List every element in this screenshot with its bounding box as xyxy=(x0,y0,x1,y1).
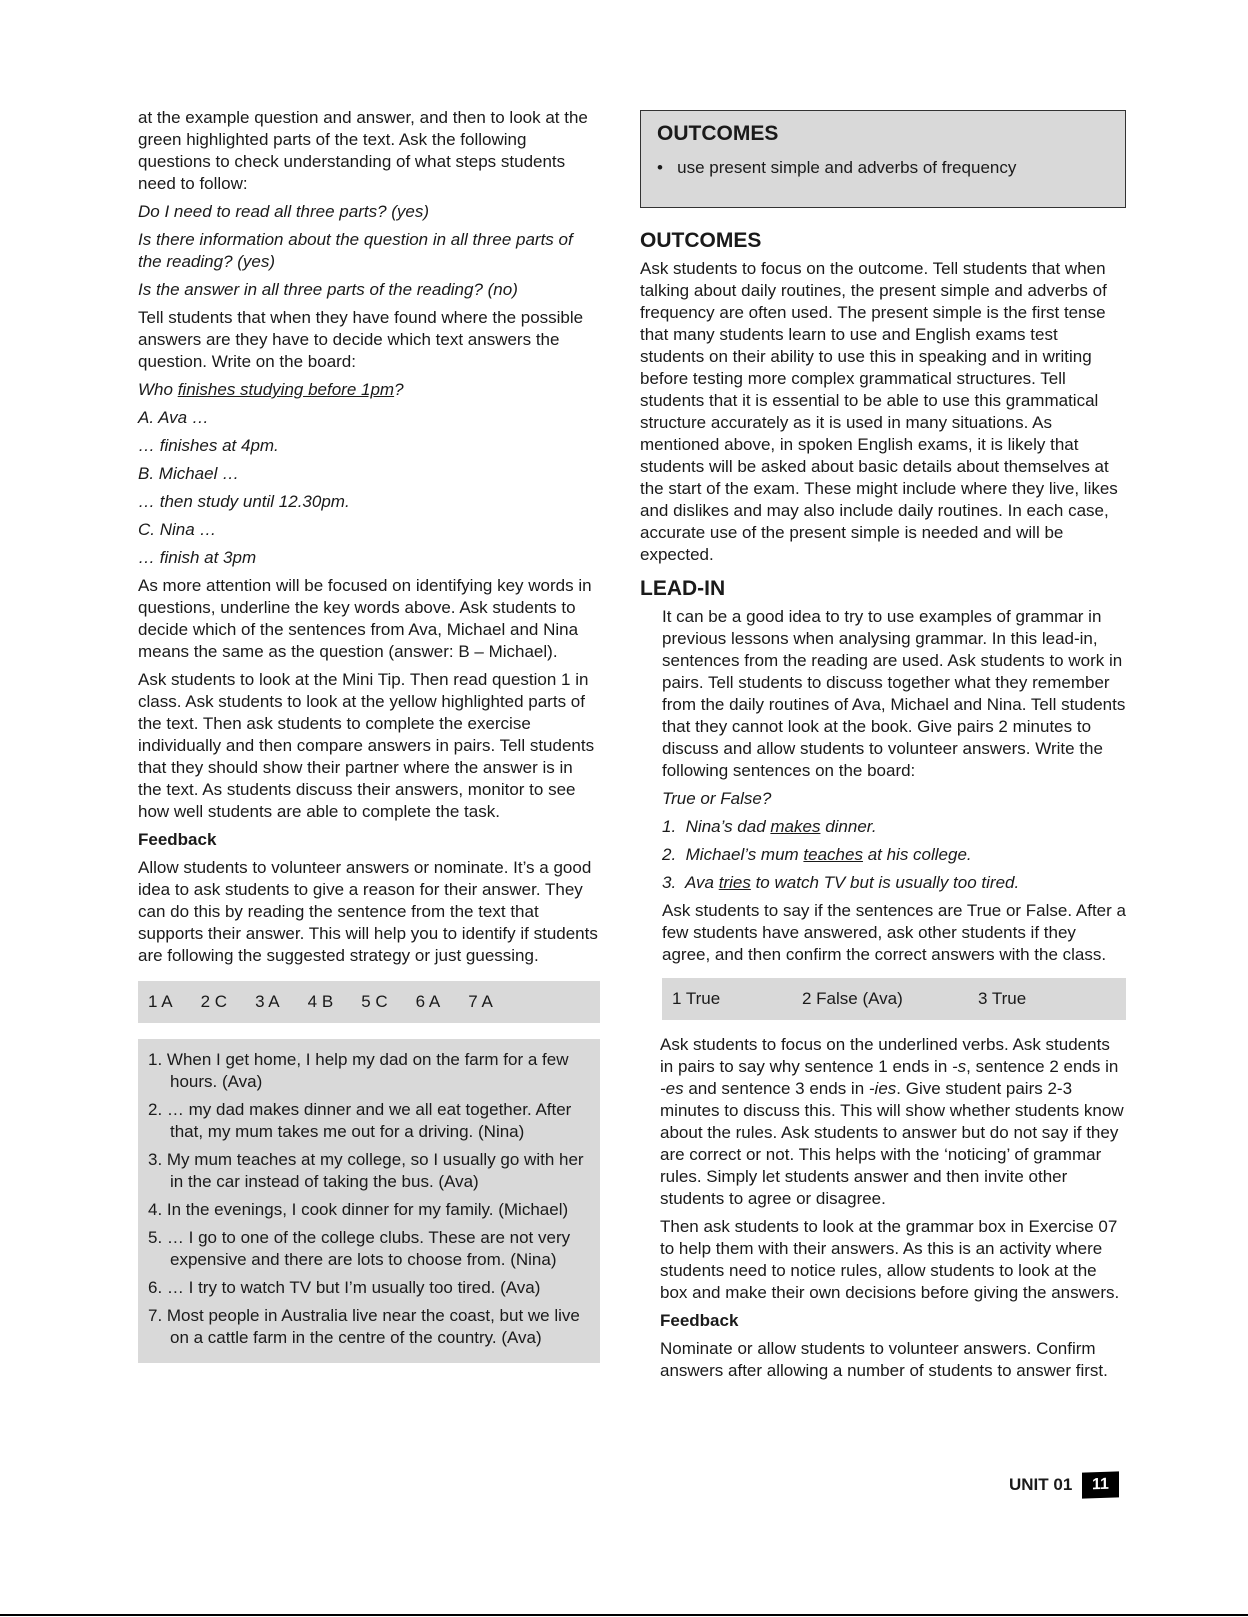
board-question xyxy=(138,379,600,401)
text: to watch TV but is usually too tired. xyxy=(750,873,1020,892)
answer: 2 C xyxy=(200,992,228,1011)
num: 3. xyxy=(662,873,677,892)
board-line: A. Ava … xyxy=(138,408,209,427)
text: Michael’s mum xyxy=(685,845,804,864)
paragraph: Ask students to focus on the outcome. Tell students that when talking about daily routines, the present simple and adverbs of frequency are often used. The present simple is the first tense that many students learn to use and English exams test students on their ability to use this in speaking and in writing before testing more complex grammatical structures. Tell students that it is essential to be able to use this grammatical structure accurately as it is used in many situations. As mentioned above, in spoken English exams, it is likely that students will be asked about basic details about themselves at the start of the exam. These might include where they live, likes and dislikes and may also include daily routines. In each case, accurate use of the present simple is needed and will be expected. xyxy=(640,259,1118,564)
quote-item: 1. When I get home, I help my dad on the farm for a few hours. (Ava) xyxy=(148,1050,569,1091)
underlined-verb: makes xyxy=(770,817,821,836)
text: dinner. xyxy=(820,817,877,836)
check-question: Is there information about the question in all three parts of the reading? (yes) xyxy=(138,230,573,271)
paragraph: Nominate or allow students to volunteer answers. Confirm answers after allowing a number of students to answer first. xyxy=(660,1339,1108,1380)
unit-label: UNIT 01 xyxy=(1009,1475,1073,1494)
underlined-text: finishes studying before 1pm xyxy=(177,380,395,399)
paragraph: Then ask students to look at the grammar box in Exercise 07 to help them with their answers. As this is an activity where students need to notice rules, allow students to look at the box and make their own decisions before giving the answers. xyxy=(660,1217,1120,1302)
text: and sentence 3 ends in xyxy=(683,1079,869,1098)
answer: 3 A xyxy=(255,992,280,1011)
quote-item: 3. My mum teaches at my college, so I usually go with her in the car instead of taking the bus. (Ava) xyxy=(148,1150,584,1191)
sentence xyxy=(662,844,1126,866)
feedback-heading: Feedback xyxy=(138,830,217,849)
result: 1 True xyxy=(672,989,721,1008)
text: Ask students to focus on the underlined verbs. Ask students in pairs to say why sentence 1 ends in xyxy=(660,1035,1110,1076)
text: Who xyxy=(138,380,178,399)
answer: 7 A xyxy=(468,992,493,1011)
underlined-verb: teaches xyxy=(803,845,863,864)
outcome-item: • use present simple and adverbs of frequency xyxy=(657,158,1017,177)
answer: 1 A xyxy=(148,992,173,1011)
answer: 6 A xyxy=(415,992,441,1011)
answer-key-box xyxy=(138,981,600,1023)
answer: 4 B xyxy=(307,992,334,1011)
results-box xyxy=(662,978,1126,1020)
outcomes-box-title: OUTCOMES xyxy=(657,122,779,145)
paragraph: As more attention will be focused on identifying key words in questions, underline the key words above. Ask students to decide which of the sentences from Ava, Michael and Nina means the same as the question (answer: B – Michael). xyxy=(138,576,592,661)
suffix: -es xyxy=(660,1079,684,1098)
text: Nina’s dad xyxy=(685,817,771,836)
board-line: … finishes at 4pm. xyxy=(138,436,279,455)
outcomes-heading: OUTCOMES xyxy=(640,229,762,252)
paragraph xyxy=(660,1034,1126,1210)
text: . Give student pairs 2-3 minutes to discuss this. This will show whether students know about the rules. Ask students to answer but do not say if they are correct or not. This helps with the ‘noticing’ of grammar rules. Simply let students answer and then invite other students to agree or disagree. xyxy=(660,1079,1124,1208)
board-line: C. Nina … xyxy=(138,520,217,539)
text: Ava xyxy=(685,873,719,892)
page-footer xyxy=(1009,1472,1119,1498)
paragraph: It can be a good idea to try to use examples of grammar in previous lessons when analysing grammar. In this lead-in, sentences from the reading are used. Ask students to work in pairs. Tell students to discuss together what they remember from the daily routines of Ava, Michael and Nina. Tell students that they cannot look at the book. Give pairs 2 minutes to discuss and allow students to volunteer answers. Write the following sentences on the board: xyxy=(662,607,1126,780)
paragraph: Ask students to say if the sentences are True or False. After a few students have answered, ask other students if they agree, and then confirm the correct answers with the class. xyxy=(662,901,1126,964)
paragraph: Ask students to look at the Mini Tip. Then read question 1 in class. Ask students to look at the yellow highlighted parts of the text. Then ask students to complete the exercise individually and then compare answers in pairs. Tell students that they should show their partner where the answer is in the text. As students discuss their answers, monitor to see how well students are able to complete the task. xyxy=(138,670,595,821)
answer: 5 C xyxy=(361,992,388,1011)
check-question: Do I need to read all three parts? (yes) xyxy=(138,202,430,221)
page-number: 11 xyxy=(1082,1471,1119,1498)
num: 1. xyxy=(662,817,677,836)
left-column xyxy=(138,107,600,1363)
underlined-verb: tries xyxy=(718,873,751,892)
quote-item: 5. … I go to one of the college clubs. These are not very expensive and there are lots to choose from. (Nina) xyxy=(148,1228,571,1269)
quote-item: 2. … my dad makes dinner and we all eat together. After that, my mum takes me out for a driving. (Nina) xyxy=(148,1100,572,1141)
bottom-rule xyxy=(0,1614,1248,1616)
quotes-box xyxy=(138,1039,600,1363)
result: 3 True xyxy=(978,989,1027,1008)
text: at his college. xyxy=(862,845,972,864)
sentence xyxy=(662,872,1126,894)
outcomes-box xyxy=(640,110,1126,208)
board-line: … finish at 3pm xyxy=(138,548,257,567)
board-line: … then study until 12.30pm. xyxy=(138,492,350,511)
tf-label: True or False? xyxy=(662,789,772,808)
quote-item: 4. In the evenings, I cook dinner for my family. (Michael) xyxy=(148,1200,569,1219)
text: , sentence 2 ends in xyxy=(966,1057,1119,1076)
check-question: Is the answer in all three parts of the reading? (no) xyxy=(138,280,518,299)
paragraph: Allow students to volunteer answers or nominate. It’s a good idea to ask students to give a reason for their answer. They can do this by reading the sentence from the text that supports their answer. This will help you to identify if students are following the suggested strategy or just guessing. xyxy=(138,858,598,965)
quote-item: 7. Most people in Australia live near the coast, but we live on a cattle farm in the centre of the country. (Ava) xyxy=(148,1306,580,1347)
suffix: -s xyxy=(952,1057,967,1076)
quote-item: 6. … I try to watch TV but I’m usually too tired. (Ava) xyxy=(148,1278,541,1297)
paragraph: at the example question and answer, and then to look at the green highlighted parts of the text. Ask the following questions to check understanding of what steps students need to follow: xyxy=(138,108,588,193)
paragraph: Tell students that when they have found where the possible answers are they have to decide which text answers the question. Write on the board: xyxy=(138,308,584,371)
board-line: B. Michael … xyxy=(138,464,240,483)
feedback-heading: Feedback xyxy=(660,1311,739,1330)
suffix: -ies xyxy=(868,1079,897,1098)
num: 2. xyxy=(662,845,677,864)
result: 2 False (Ava) xyxy=(802,989,903,1008)
outcome-text: use present simple and adverbs of frequency xyxy=(677,158,1017,177)
right-column xyxy=(640,110,1126,1388)
text: ? xyxy=(394,380,404,399)
leadin-heading: LEAD-IN xyxy=(640,577,726,600)
sentence xyxy=(662,816,1126,838)
